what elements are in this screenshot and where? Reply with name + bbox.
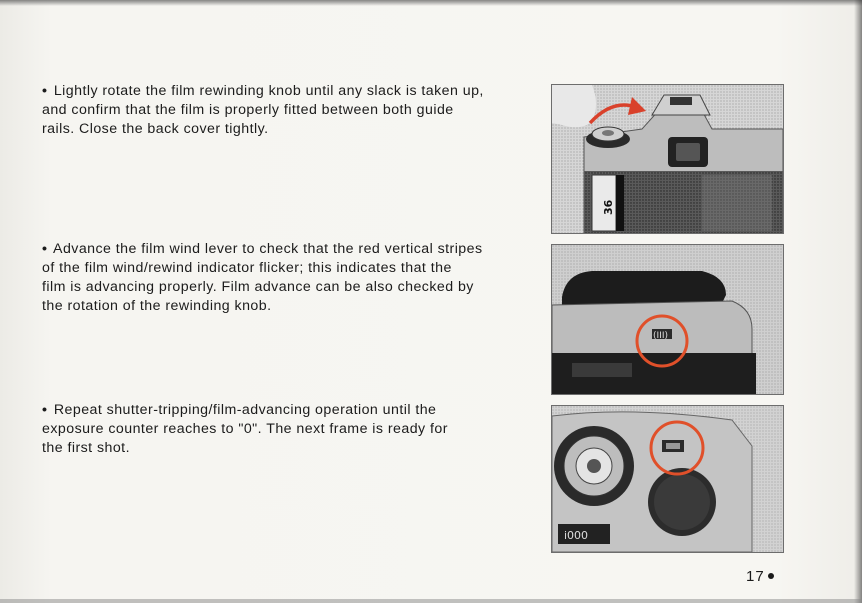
hand-shape xyxy=(552,85,596,127)
page-number-dot xyxy=(768,573,774,579)
indicator-illustration xyxy=(552,245,783,394)
exposure-counter-photo xyxy=(551,405,784,553)
bullet-icon: • xyxy=(42,83,48,99)
paragraph-line: rails. Close the back cover tightly. xyxy=(42,121,269,137)
paragraph-line: the first shot. xyxy=(42,440,130,456)
page-right-edge xyxy=(854,0,862,603)
bullet-icon: • xyxy=(42,402,48,418)
page-bottom-edge xyxy=(0,599,862,603)
page-number xyxy=(746,568,774,585)
paragraph-line: Repeat shutter-tripping/film-advancing operation until the xyxy=(53,402,437,418)
camera-back-illustration xyxy=(552,85,783,233)
film-cartridge-label: 36 xyxy=(602,199,615,215)
instruction-paragraph-rewind xyxy=(42,82,542,139)
page-number-text: 17 xyxy=(746,568,765,585)
indicator-closeup-photo xyxy=(551,244,784,395)
counter-illustration xyxy=(552,406,783,552)
camera-back-photo xyxy=(551,84,784,234)
instruction-paragraph-advance xyxy=(42,240,522,316)
paragraph-line: film is advancing properly. Film advance can be also checked by xyxy=(42,279,474,295)
paragraph-line: Advance the film wind lever to check that the red vertical stripes xyxy=(53,241,483,257)
page-top-edge xyxy=(0,0,862,6)
paragraph-line: and confirm that the film is properly fitted between both guide xyxy=(42,102,454,118)
instruction-paragraph-repeat xyxy=(42,401,482,458)
indicator-marking: (III) xyxy=(653,331,668,341)
bullet-icon: • xyxy=(42,241,48,257)
counter-marking: i000 xyxy=(564,529,589,542)
paragraph-line: exposure counter reaches to "0". The next frame is ready for xyxy=(42,421,448,437)
paragraph-line: Lightly rotate the film rewinding knob until any slack is taken up, xyxy=(53,83,484,99)
paragraph-line: of the film wind/rewind indicator flicker; this indicates that the xyxy=(42,260,452,276)
paragraph-line: the rotation of the rewinding knob. xyxy=(42,298,272,314)
